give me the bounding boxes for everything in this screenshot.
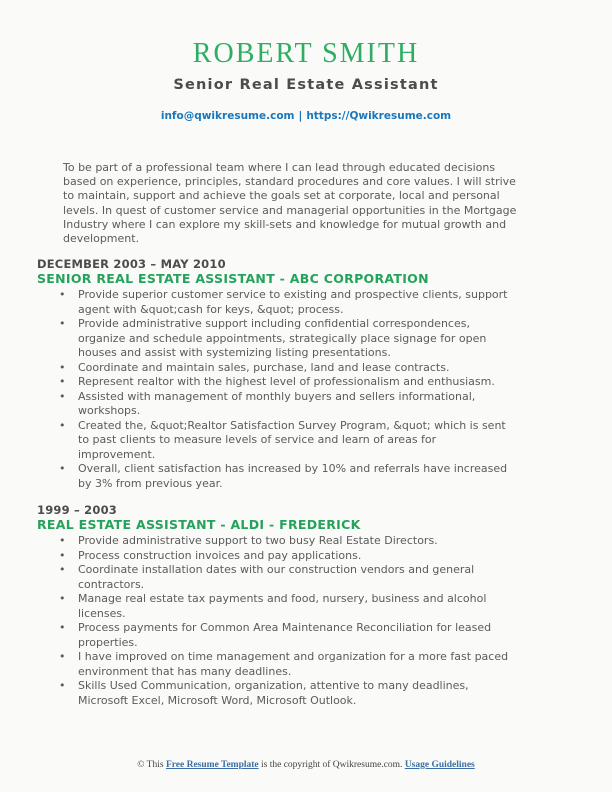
copyright-footer bbox=[0, 760, 612, 770]
bullet-item: • Assisted with management of monthly buyers and sellers informational, workshops. bbox=[78, 390, 515, 419]
usage-guidelines-link[interactable]: Usage Guidelines bbox=[404, 760, 475, 770]
footer-prefix: © This bbox=[137, 760, 166, 770]
objective-paragraph: To be part of a professional team where I can lead through educated decisions based on experience, principles, standard procedures and core values. I will strive to maintain, support and achieve the goals set at corporate, local and personal levels. In quest of customer service and managerial opportunities in the Mortgage Industry where I can explore my skill-sets and knowledge for mutual growth and development. bbox=[63, 161, 517, 246]
bullet-item: • Process payments for Common Area Maintenance Reconciliation for leased properties. bbox=[78, 621, 515, 650]
contact-line bbox=[0, 110, 612, 122]
website-link[interactable]: https://Qwikresume.com bbox=[306, 110, 452, 122]
bullet-item: • Manage real estate tax payments and food, nursery, business and alcohol licenses. bbox=[78, 592, 515, 621]
job-dates: 1999 – 2003 bbox=[37, 503, 117, 517]
bullet-item: • Provide superior customer service to existing and prospective clients, support agent with &quot;cash for keys, &quot; process. bbox=[78, 288, 515, 317]
footer-middle: is the copyright of Qwikresume.com. bbox=[258, 760, 405, 770]
bullet-item: • Skills Used Communication, organization, attentive to many deadlines, Microsoft Excel, Microsoft Word, Microsoft Outlook. bbox=[78, 679, 515, 708]
bullet-item: • Coordinate and maintain sales, purchase, land and lease contracts. bbox=[78, 361, 515, 376]
job-headline: Senior Real Estate Assistant bbox=[173, 77, 439, 93]
free-resume-template-link[interactable]: Free Resume Template bbox=[165, 760, 259, 770]
candidate-name: ROBERT SMITH bbox=[192, 38, 420, 69]
experience-section-2 bbox=[37, 504, 525, 708]
job-dates: DECEMBER 2003 – MAY 2010 bbox=[37, 257, 226, 271]
bullet-item: • Represent realtor with the highest level of professionalism and enthusiasm. bbox=[78, 375, 515, 390]
email-link[interactable]: info@qwikresume.com bbox=[160, 110, 295, 122]
bullet-item: • Process construction invoices and pay applications. bbox=[78, 549, 515, 564]
job-bullet-list bbox=[37, 288, 515, 491]
bullet-item: • I have improved on time management and organization for a more fast paced environment that has many deadlines. bbox=[78, 650, 515, 679]
bullet-item: • Provide administrative support including confidential correspondences, organize and schedule appointments, strategically place signage for open houses and assist with systemizing listing presentations. bbox=[78, 317, 515, 361]
bullet-item: • Created the, &quot;Realtor Satisfaction Survey Program, &quot; which is sent to past clients to measure levels of service and learn of areas for improvement. bbox=[78, 419, 515, 463]
bullet-item: • Provide administrative support to two busy Real Estate Directors. bbox=[78, 534, 515, 549]
experience-section-1 bbox=[37, 258, 525, 491]
job-bullet-list bbox=[37, 534, 515, 708]
job-title: SENIOR REAL ESTATE ASSISTANT - ABC CORPORATION bbox=[37, 271, 429, 286]
contact-separator: | bbox=[298, 110, 303, 122]
bullet-item: • Coordinate installation dates with our construction vendors and general contractors. bbox=[78, 563, 515, 592]
bullet-item: • Overall, client satisfaction has increased by 10% and referrals have increased by 3% from previous year. bbox=[78, 462, 515, 491]
job-title: REAL ESTATE ASSISTANT - ALDI - FREDERICK bbox=[37, 517, 361, 532]
